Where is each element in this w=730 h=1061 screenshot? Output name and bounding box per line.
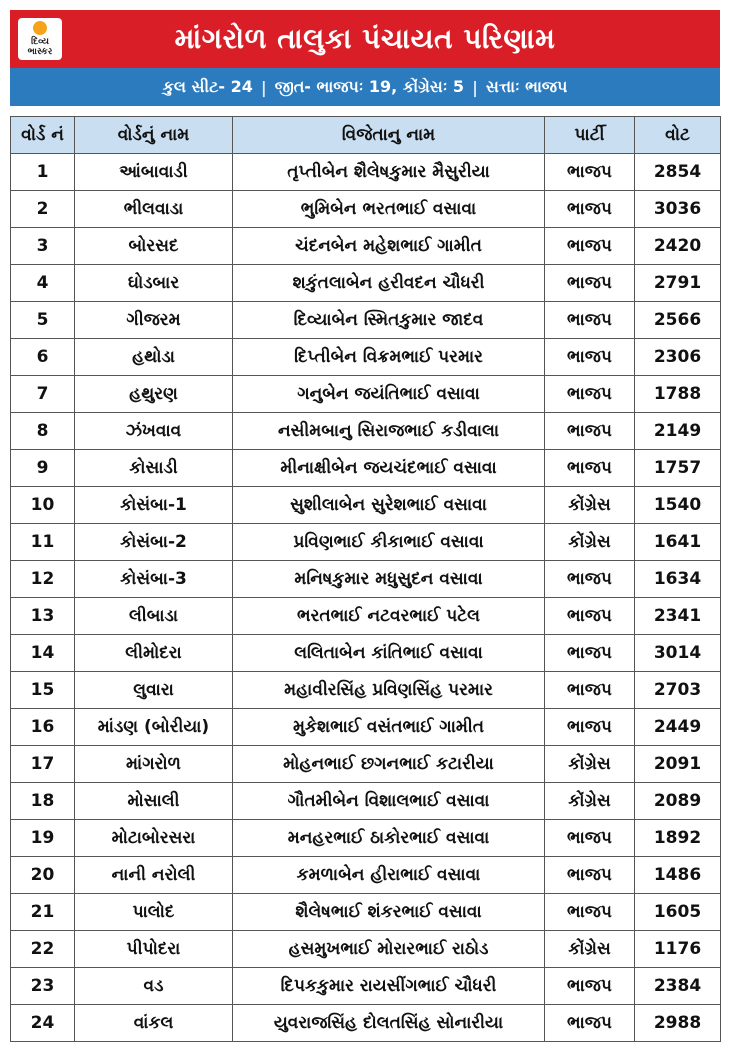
cell-ward-name: ગીજરમ — [75, 302, 233, 339]
cell-votes: 2449 — [635, 709, 721, 746]
cell-ward-number: 21 — [11, 894, 75, 931]
results-table — [10, 116, 721, 1042]
cell-winner-name: મુકેશભાઈ વસંતભાઈ ગામીત — [233, 709, 545, 746]
cell-ward-number: 7 — [11, 376, 75, 413]
table-row — [11, 450, 721, 487]
cell-ward-name: બોરસદ — [75, 228, 233, 265]
cell-winner-name: દિપ્તીબેન વિક્રમભાઈ પરમાર — [233, 339, 545, 376]
table-row — [11, 339, 721, 376]
cell-winner-name: મનહરભાઈ ઠાકોરભાઈ વસાવા — [233, 820, 545, 857]
cell-party: ભાજપ — [545, 191, 635, 228]
cell-ward-number: 20 — [11, 857, 75, 894]
table-row — [11, 820, 721, 857]
header-winner-name: વિજેતાનુ નામ — [233, 117, 545, 154]
page-title: માંગરોળ તાલુકા પંચાયત પરિણામ — [174, 22, 556, 55]
cell-party: ભાજપ — [545, 857, 635, 894]
cell-ward-name: હથુરણ — [75, 376, 233, 413]
cell-party: કોંગ્રેસ — [545, 487, 635, 524]
table-row — [11, 931, 721, 968]
cell-ward-name: વડ — [75, 968, 233, 1005]
cell-party: ભાજપ — [545, 376, 635, 413]
cell-winner-name: શૈલેષભાઈ શંકરભાઈ વસાવા — [233, 894, 545, 931]
header-ward-name: વોર્ડનું નામ — [75, 117, 233, 154]
cell-ward-number: 12 — [11, 561, 75, 598]
table-row — [11, 154, 721, 191]
cell-ward-number: 10 — [11, 487, 75, 524]
logo-line-1: દિવ્ય — [31, 37, 49, 47]
table-row — [11, 191, 721, 228]
cell-winner-name: યુવરાજસિંહ દોલતસિંહ સોનારીયા — [233, 1005, 545, 1042]
cell-votes: 1605 — [635, 894, 721, 931]
page-header — [10, 10, 720, 68]
cell-party: ભાજપ — [545, 339, 635, 376]
cell-votes: 2149 — [635, 413, 721, 450]
cell-winner-name: લલિતાબેન કાંતિભાઈ વસાવા — [233, 635, 545, 672]
cell-ward-name: કોસંબા-1 — [75, 487, 233, 524]
table-row — [11, 894, 721, 931]
summary-total: કુલ સીટ- 24 — [162, 77, 253, 96]
cell-winner-name: દિવ્યાબેન સ્મિતકુમાર જાદવ — [233, 302, 545, 339]
cell-winner-name: શકુંતલાબેન હરીવદન ચૌધરી — [233, 265, 545, 302]
cell-party: ભાજપ — [545, 635, 635, 672]
cell-ward-number: 22 — [11, 931, 75, 968]
cell-votes: 1788 — [635, 376, 721, 413]
cell-votes: 2566 — [635, 302, 721, 339]
cell-winner-name: કમળાબેન હીરાભાઈ વસાવા — [233, 857, 545, 894]
header-ward-number: વોર્ડ નં — [11, 117, 75, 154]
cell-winner-name: મનિષકુમાર મધુસુદન વસાવા — [233, 561, 545, 598]
cell-party: ભાજપ — [545, 228, 635, 265]
cell-party: કોંગ્રેસ — [545, 931, 635, 968]
cell-votes: 2091 — [635, 746, 721, 783]
header-votes: વોટ — [635, 117, 721, 154]
table-row — [11, 672, 721, 709]
table-row — [11, 968, 721, 1005]
cell-winner-name: પ્રવિણભાઈ કીકાભાઈ વસાવા — [233, 524, 545, 561]
cell-party: ભાજપ — [545, 1005, 635, 1042]
summary-divider: | — [472, 77, 478, 97]
cell-party: કોંગ્રેસ — [545, 746, 635, 783]
table-row — [11, 413, 721, 450]
cell-votes: 1634 — [635, 561, 721, 598]
cell-winner-name: ભરતભાઈ નટવરભાઈ પટેલ — [233, 598, 545, 635]
cell-winner-name: ગૌતમીબેન વિશાલભાઈ વસાવા — [233, 783, 545, 820]
summary-wins: જીત- ભાજપઃ 19, કોંગ્રેસઃ 5 — [274, 77, 465, 96]
table-row — [11, 783, 721, 820]
cell-party: ભાજપ — [545, 820, 635, 857]
cell-votes: 2384 — [635, 968, 721, 1005]
cell-ward-name: મોસાલી — [75, 783, 233, 820]
cell-ward-name: વાંકલ — [75, 1005, 233, 1042]
cell-votes: 2854 — [635, 154, 721, 191]
cell-ward-name: નાની નરોલી — [75, 857, 233, 894]
table-row — [11, 1005, 721, 1042]
cell-winner-name: ભુમિબેન ભરતભાઈ વસાવા — [233, 191, 545, 228]
cell-votes: 1176 — [635, 931, 721, 968]
cell-ward-number: 14 — [11, 635, 75, 672]
table-row — [11, 265, 721, 302]
cell-party: કોંગ્રેસ — [545, 524, 635, 561]
table-row — [11, 376, 721, 413]
cell-ward-name: કોસંબા-3 — [75, 561, 233, 598]
cell-ward-number: 2 — [11, 191, 75, 228]
cell-votes: 2703 — [635, 672, 721, 709]
cell-ward-number: 5 — [11, 302, 75, 339]
cell-ward-name: મોટાબોરસરા — [75, 820, 233, 857]
cell-ward-number: 17 — [11, 746, 75, 783]
cell-party: ભાજપ — [545, 598, 635, 635]
summary-divider: | — [260, 77, 267, 97]
cell-ward-name: લીમોદરા — [75, 635, 233, 672]
cell-ward-name: આંબાવાડી — [75, 154, 233, 191]
table-row — [11, 524, 721, 561]
cell-ward-number: 18 — [11, 783, 75, 820]
cell-votes: 1757 — [635, 450, 721, 487]
cell-winner-name: તૃપ્તીબેન શૈલેષકુમાર મૈસુરીયા — [233, 154, 545, 191]
cell-votes: 2791 — [635, 265, 721, 302]
cell-party: ભાજપ — [545, 413, 635, 450]
cell-ward-name: ઘોડબાર — [75, 265, 233, 302]
cell-votes: 2089 — [635, 783, 721, 820]
cell-ward-number: 1 — [11, 154, 75, 191]
cell-votes: 1540 — [635, 487, 721, 524]
cell-ward-name: પાલોદ — [75, 894, 233, 931]
cell-party: ભાજપ — [545, 894, 635, 931]
cell-winner-name: મહાવીરસિંહ પ્રવિણસિંહ પરમાર — [233, 672, 545, 709]
cell-ward-number: 8 — [11, 413, 75, 450]
cell-winner-name: હસમુખભાઈ મોરારભાઈ રાઠોડ — [233, 931, 545, 968]
cell-party: ભાજપ — [545, 709, 635, 746]
cell-ward-number: 13 — [11, 598, 75, 635]
table-row — [11, 746, 721, 783]
cell-votes: 2420 — [635, 228, 721, 265]
cell-votes: 2988 — [635, 1005, 721, 1042]
summary-bar — [10, 68, 720, 106]
cell-votes: 2341 — [635, 598, 721, 635]
cell-winner-name: ચંદનબેન મહેશભાઈ ગામીત — [233, 228, 545, 265]
header-party: પાર્ટી — [545, 117, 635, 154]
cell-party: ભાજપ — [545, 450, 635, 487]
cell-votes: 1486 — [635, 857, 721, 894]
summary-power: સત્તાઃ ભાજપ — [485, 77, 568, 96]
cell-party: ભાજપ — [545, 154, 635, 191]
cell-party: ભાજપ — [545, 265, 635, 302]
cell-winner-name: દિપકકુમાર રાયસીંગભાઈ ચૌધરી — [233, 968, 545, 1005]
cell-ward-number: 15 — [11, 672, 75, 709]
cell-winner-name: ગનુબેન જયંતિભાઈ વસાવા — [233, 376, 545, 413]
cell-ward-name: હથોડા — [75, 339, 233, 376]
cell-votes: 3036 — [635, 191, 721, 228]
table-row — [11, 228, 721, 265]
cell-ward-number: 11 — [11, 524, 75, 561]
cell-ward-number: 16 — [11, 709, 75, 746]
table-row — [11, 598, 721, 635]
table-row — [11, 561, 721, 598]
cell-votes: 1892 — [635, 820, 721, 857]
cell-ward-number: 19 — [11, 820, 75, 857]
cell-ward-name: લીબાડા — [75, 598, 233, 635]
cell-ward-number: 24 — [11, 1005, 75, 1042]
table-row — [11, 709, 721, 746]
cell-ward-number: 6 — [11, 339, 75, 376]
cell-party: ભાજપ — [545, 561, 635, 598]
table-header-row — [11, 117, 721, 154]
cell-ward-number: 9 — [11, 450, 75, 487]
cell-ward-number: 3 — [11, 228, 75, 265]
logo-line-2: ભાસ્કર — [27, 47, 53, 57]
cell-votes: 3014 — [635, 635, 721, 672]
cell-winner-name: સુશીલાબેન સુરેશભાઈ વસાવા — [233, 487, 545, 524]
cell-party: ભાજપ — [545, 968, 635, 1005]
cell-winner-name: મીનાક્ષીબેન જયચંદભાઈ વસાવા — [233, 450, 545, 487]
cell-winner-name: મોહનભાઈ છગનભાઈ કટારીયા — [233, 746, 545, 783]
cell-votes: 1641 — [635, 524, 721, 561]
cell-ward-name: માંડણ (બોરીયા) — [75, 709, 233, 746]
cell-ward-name: ઝંખવાવ — [75, 413, 233, 450]
table-body — [11, 154, 721, 1042]
cell-ward-name: માંગરોળ — [75, 746, 233, 783]
cell-party: ભાજપ — [545, 672, 635, 709]
cell-ward-name: ભીલવાડા — [75, 191, 233, 228]
cell-ward-number: 23 — [11, 968, 75, 1005]
cell-party: કોંગ્રેસ — [545, 783, 635, 820]
cell-ward-name: પીપોદરા — [75, 931, 233, 968]
table-row — [11, 302, 721, 339]
cell-party: ભાજપ — [545, 302, 635, 339]
cell-ward-name: લુવારા — [75, 672, 233, 709]
cell-ward-name: કોસંબા-2 — [75, 524, 233, 561]
table-row — [11, 487, 721, 524]
cell-ward-name: કોસાડી — [75, 450, 233, 487]
sun-icon — [33, 21, 47, 35]
cell-winner-name: નસીમબાનુ સિરાજભાઈ કડીવાલા — [233, 413, 545, 450]
table-row — [11, 857, 721, 894]
table-row — [11, 635, 721, 672]
cell-ward-number: 4 — [11, 265, 75, 302]
cell-votes: 2306 — [635, 339, 721, 376]
divya-bhaskar-logo — [18, 18, 62, 60]
